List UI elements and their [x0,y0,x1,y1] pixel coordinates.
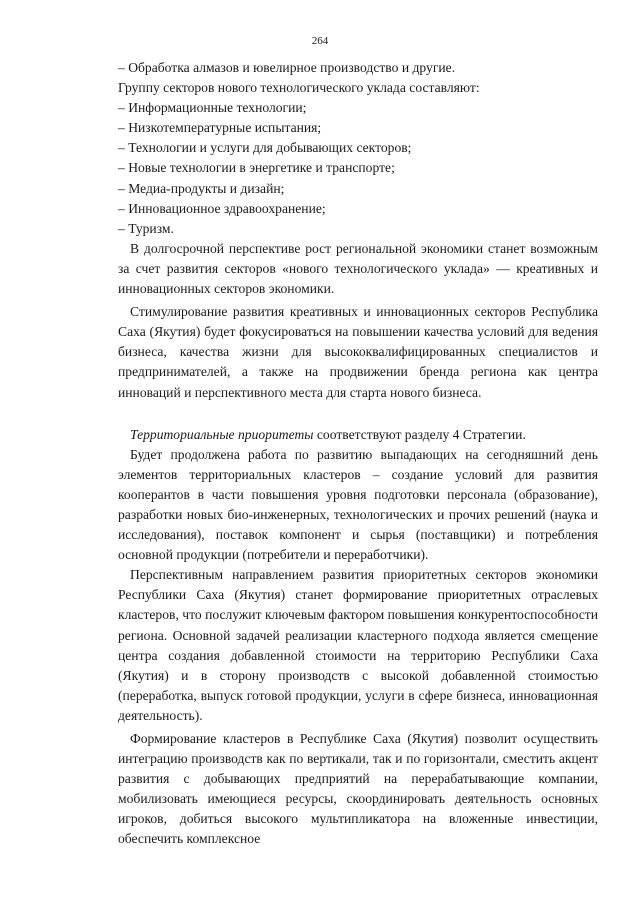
list-intro: Группу секторов нового технологического уклада составляют: [118,80,480,96]
page-number: 264 [311,35,329,47]
list-item: – Туризм. [118,220,174,236]
list-item: – Обработка алмазов и ювелирное производство и другие. [118,60,456,75]
list-item: – Низкотемпературные испытания; [118,120,322,136]
paragraph-stimulation: Стимулирование развития креативных и инновационных секторов Республика Саха (Якутия) будет фокусироваться на повышении качества условий для ведения бизнеса, качества жизни для высококвалифицированных специалистов и предпринимателей, а также на продвижении бренда региона как центра инноваций и перспективного места для старта нового бизнеса. [118,304,598,400]
paragraph-cluster-formation: Формирование кластеров в Республике Саха (Якутия) позволит осуществить интеграцию производств как по вертикали, так и по горизонтали, сместить акцент развития с добывающих предприятий на перерабатывающие компании, мобилизовать имеющиеся ресурсы, скоординировать деятельность основных игроков, добиться высокого мультипликатора на вложенные инвестиции, обеспечить комплексное [118,731,598,847]
list-item: – Инновационное здравоохранение; [118,200,326,216]
page-body [118,58,598,850]
territorial-priorities-line [118,425,598,445]
territorial-priorities-title: Территориальные приоритеты [130,426,314,442]
list-item: – Информационные технологии; [118,100,307,116]
paragraph-long-term-growth: В долгосрочной перспективе рост региональной экономики станет возможным за счет развития секторов «нового технологического уклада» — креативных и инновационных секторов экономики. [118,240,598,297]
list-item: – Технологии и услуги для добывающих секторов; [118,140,412,156]
territorial-priorities-rest: соответствуют разделу 4 Стратегии. [313,426,526,442]
list-item: – Новые технологии в энергетике и транспорте; [118,160,395,176]
paragraph-priority-clusters: Перспективным направлением развития приоритетных секторов экономики Республики Саха (Якутия) станет формирование приоритетных отраслевых кластеров, что послужит ключевым фактором повышения конкурентоспособности региона. Основной задачей реализации кластерного подхода является смещение центра создания добавленной стоимости на территорию Республики Саха (Якутия) и в сторону производств с высокой добавленной стоимостью (переработка, выпуск готовой продукции, услуги в сфере бизнеса, инновационная деятельность). [118,567,598,723]
list-item: – Медиа-продукты и дизайн; [118,180,285,196]
paragraph-cluster-elements: Будет продолжена работа по развитию выпадающих на сегодняшний день элементов территориальных кластеров – создание условий для развития кооперантов в части повышения уровня подготовки персонала (образование), разработки новых био-инженерных, технологических и прочих решений (наука и исследования), поставок компонент и сырья (поставщики) и потребления основной продукции (потребители и переработчики). [118,446,598,563]
